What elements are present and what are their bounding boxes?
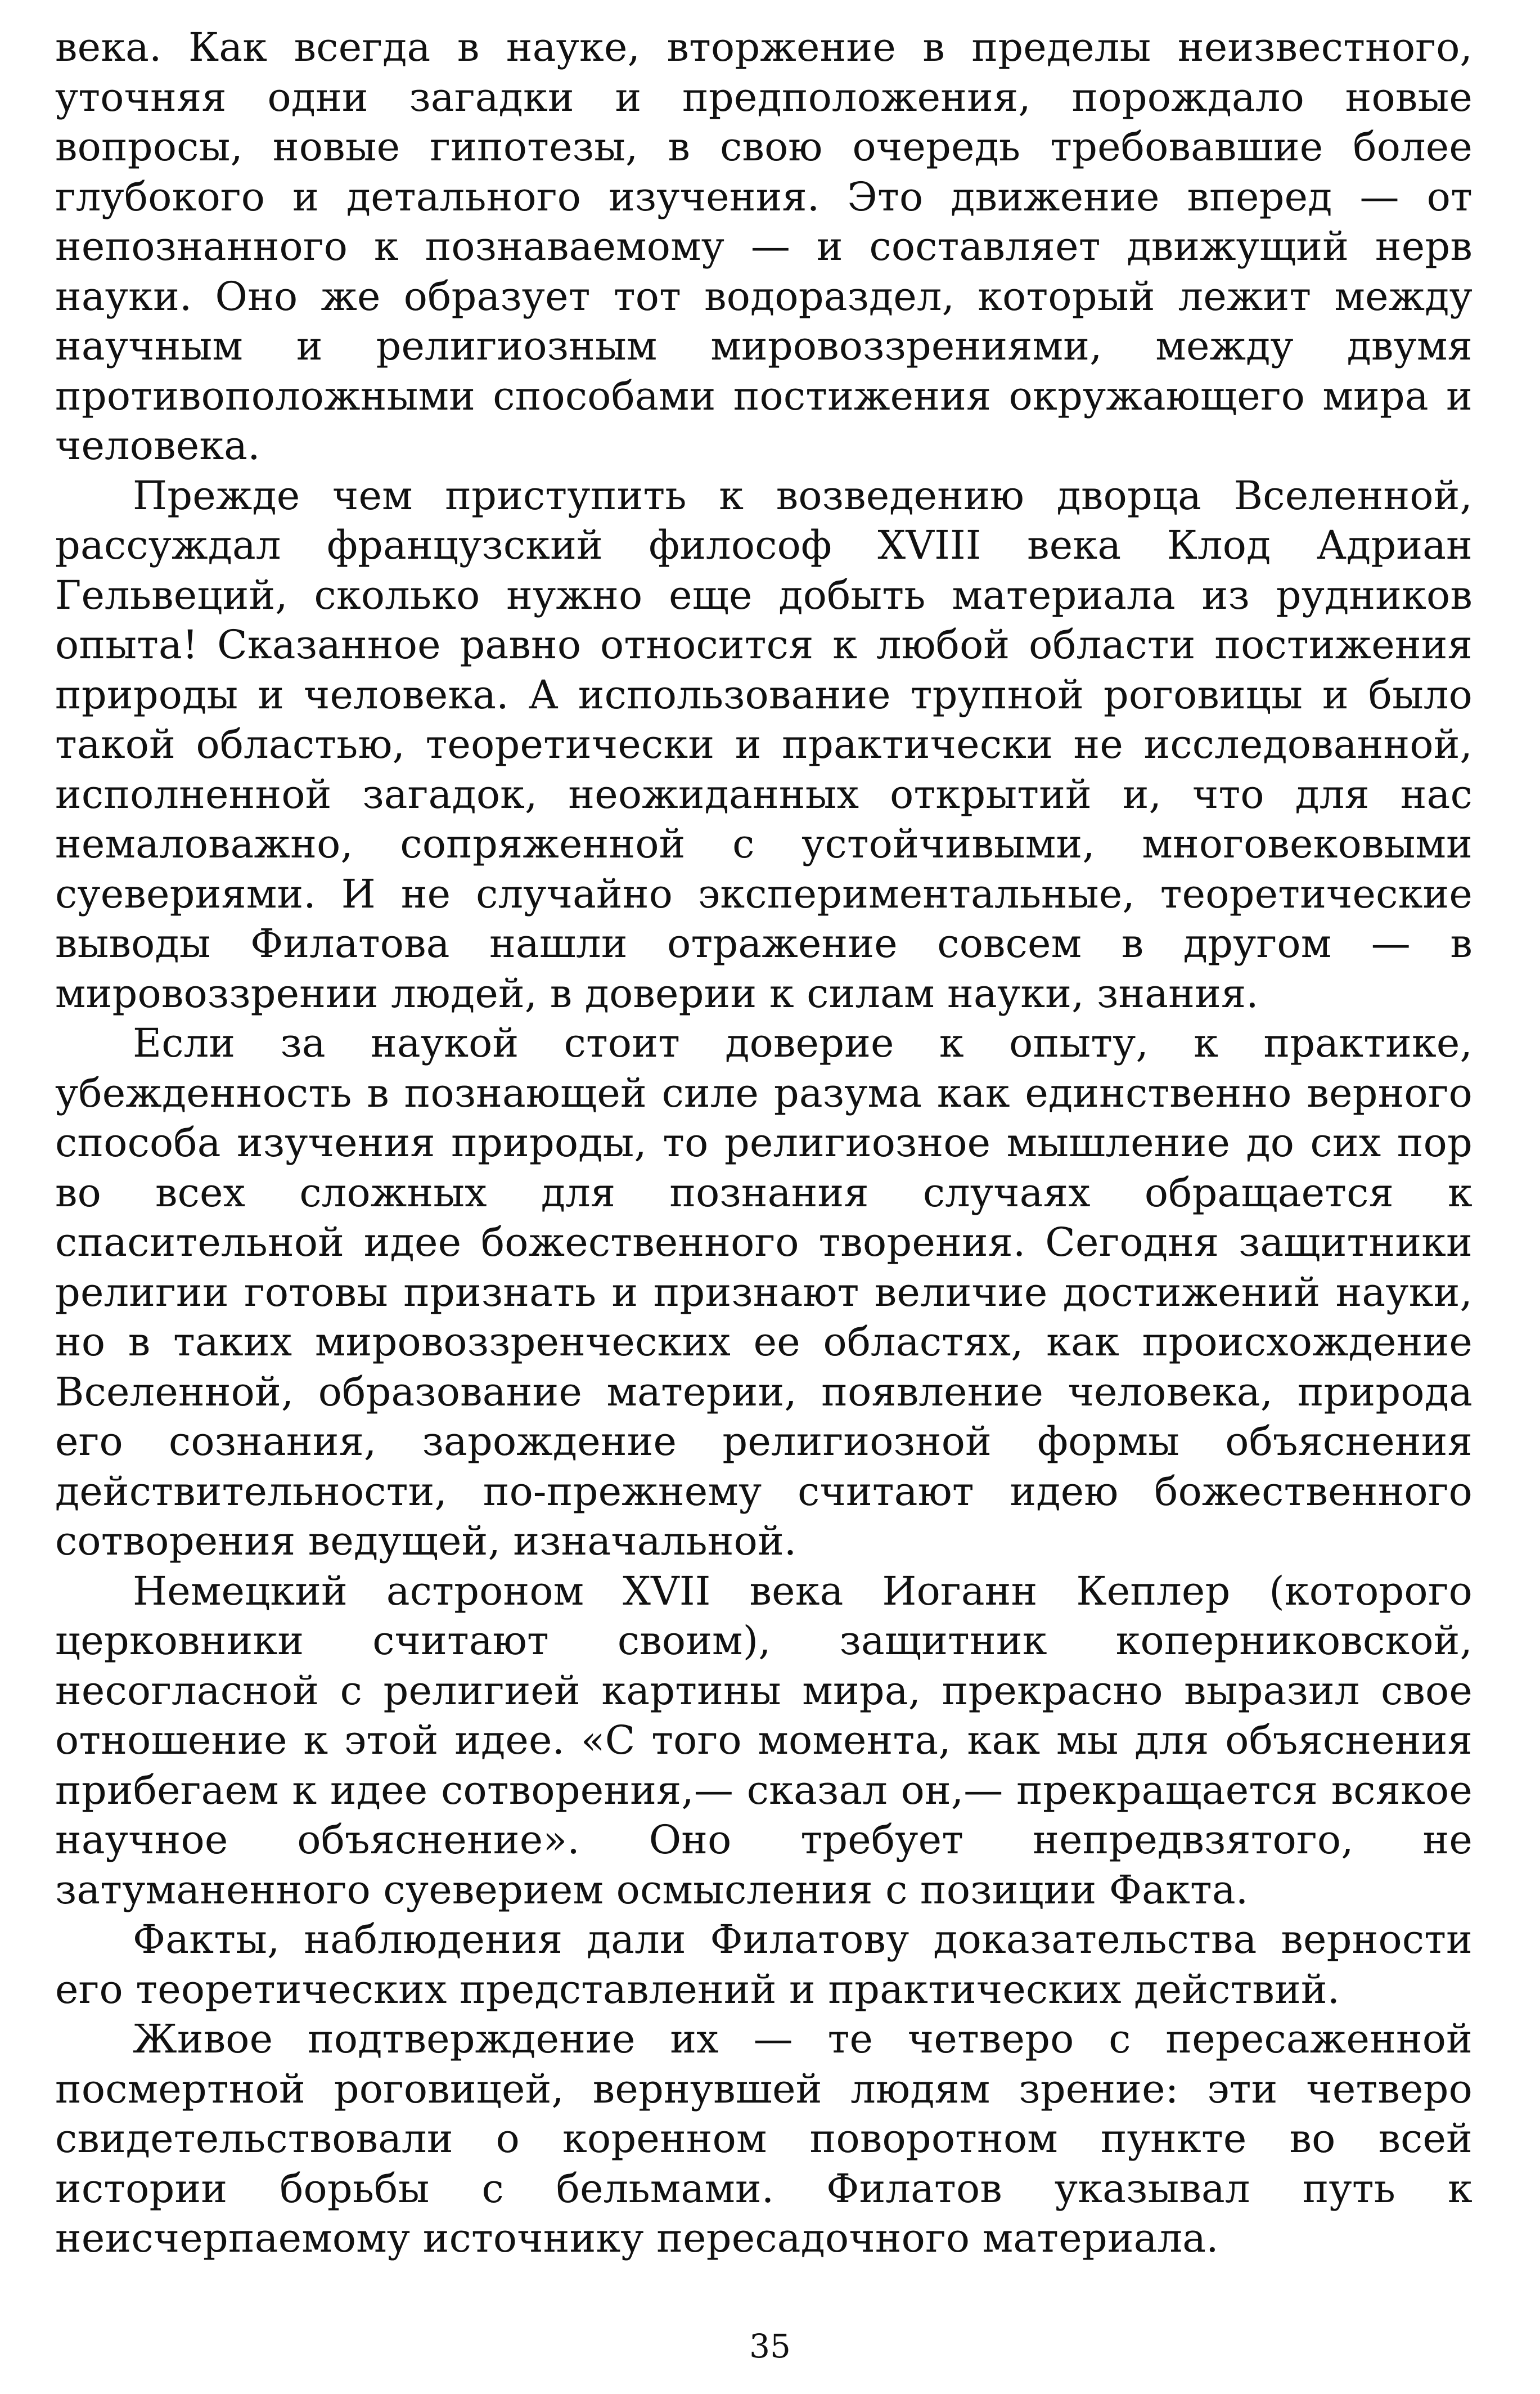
- paragraph-science-religion: Если за наукой стоит доверие к опыту, к практике, убежденность в познающей силе разума как единственно верного способа изучения природы, то религиозное мышление до сих пор во всех сложных для познания случаях обращается к спасительной идее божественного творения. Сегодня защитники религии готовы признать и признают величие достижений науки, но в таких мировоззренческих ее областях, как происхождение Вселенной, образование материи, появление человека, природа его сознания, зарождение религиозной формы объяснения действительности, по-прежнему считают идею божественного сотворения ведущей, изначальной.: [55, 1020, 1473, 1564]
- paragraph-kepler: Немецкий астроном XVII века Иоганн Кеплер (которого церковники считают своим), защитник коперниковской, несогласной с религией картины мира, прекрасно выразил свое отношение к этой идее. «С того момента, как мы для объяснения прибегаем к идее сотворения,— сказал он,— прекращается всякое научное объяснение». Оно требует непредвзятого, не затуманенного суеверием осмысления с позиции Факта.: [55, 1567, 1473, 1913]
- paragraph-confirmation: Живое подтверждение их — те четверо с пересаженной посмертной роговицей, вернувшей людям зрение: эти четверо свидетельствовали о коренном поворотном пункте во всей истории борьбы с бельмами. Филатов указывал путь к неисчерпаемому источнику пересадочного материала.: [55, 2016, 1473, 2261]
- paragraph-helvetius: Прежде чем приступить к возведению дворца Вселенной, рассуждал французский философ XVIII века Клод Адриан Гельвеций, сколько нужно еще добыть материала из рудников опыта! Сказанное равно относится к любой области постижения природы и человека. А использование трупной роговицы и было такой областью, теоретически и практически не исследованной, исполненной загадок, неожиданных открытий и, что для нас немаловажно, сопряженной с устойчивыми, многовековыми суевериями. И не случайно экспериментальные, теоретические выводы Филатова нашли отражение совсем в другом — в мировоззрении людей, в доверии к силам науки, знания.: [55, 472, 1473, 1017]
- page-number: 35: [749, 2327, 791, 2365]
- paragraph-facts: Факты, наблюдения дали Филатову доказательства верности его теоретических представлений и практических действий.: [55, 1916, 1473, 2013]
- paragraph-continuation: века. Как всегда в науке, вторжение в пределы неизвестного, уточняя одни загадки и предположения, порождало новые вопросы, новые гипотезы, в свою очередь требовавшие более глубокого и детального изучения. Это движение вперед — от непознанного к познаваемому — и составляет движущий нерв науки. Оно же образует тот водораздел, который лежит между научным и религиозным мировоззрениями, между двумя противоположными способами постижения окружающего мира и человека.: [55, 24, 1473, 469]
- body-text: [55, 23, 1473, 2263]
